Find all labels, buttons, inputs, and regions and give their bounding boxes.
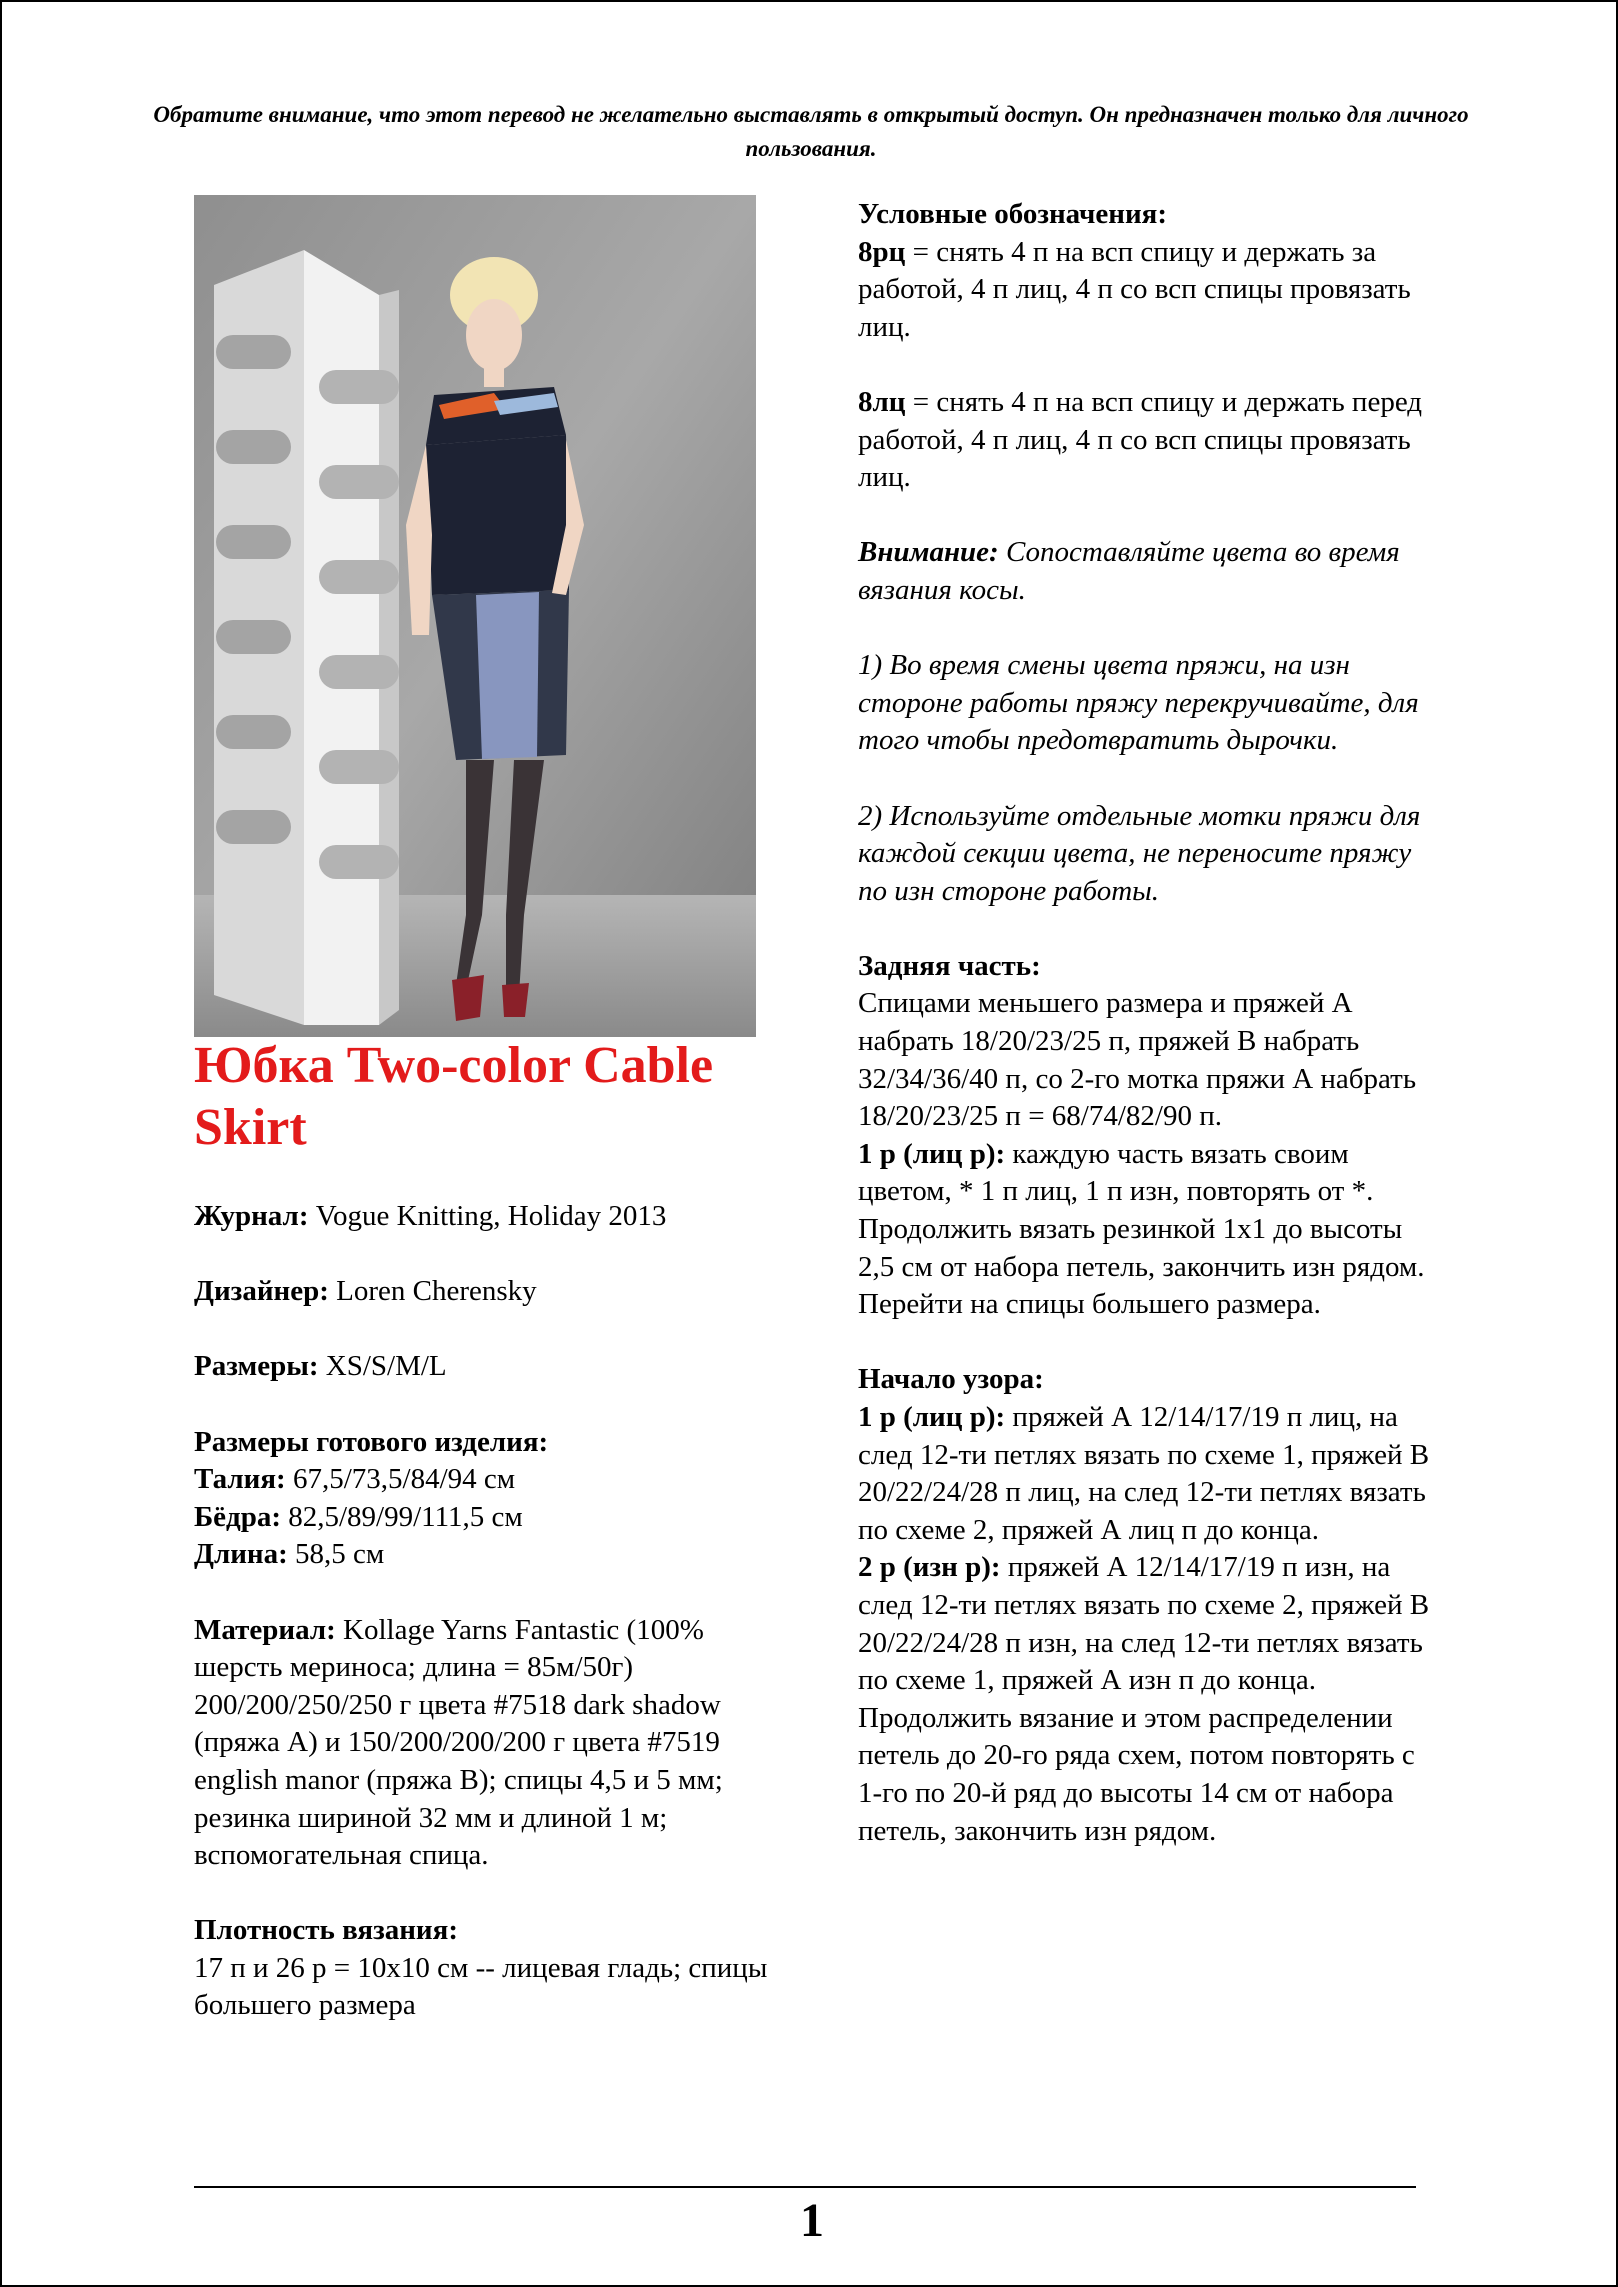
page-number: 1: [800, 2194, 824, 2247]
length-line: [194, 1536, 784, 1574]
material-paragraph: [194, 1612, 784, 1875]
material-label: Материал:: [194, 1613, 336, 1646]
pattern-row-1: [858, 1399, 1438, 1549]
model-photo: [194, 195, 756, 1037]
white-screen-prop: [214, 250, 399, 1025]
abbrev-8rc-text: = снять 4 п на всп спицу и держать за работой, 4 п лиц, 4 п со всп спицы провязать лиц.: [858, 235, 1411, 343]
model-photo-illustration: [194, 195, 756, 1037]
attention-tip-1: 1) Во время смены цвета пряжи, на изн стороне работы пряжу перекручивайте, для того чтобы предотвратить дырочки.: [858, 649, 1419, 757]
pattern-row-1-label: 1 р (лиц р):: [858, 1401, 1006, 1433]
waist-line: [194, 1461, 784, 1499]
notice-text: Обратите внимание, что этот перевод не желательно выставлять в открытый доступ. Он предназначен только для личного пользования.: [153, 102, 1469, 161]
sizes-value: XS/S/M/L: [325, 1350, 447, 1383]
back-heading: Задняя часть:: [858, 949, 1041, 982]
pattern-heading: Начало узора:: [858, 1363, 1044, 1396]
abbrev-8rc: [858, 234, 1438, 347]
pattern-continue: Продолжить вязание и этом распределении петель до 20-го ряда схем, потом повторять с 1-го по 20-й ряд до высоты 14 см от набора петель, закончить изн рядом.: [858, 1701, 1415, 1847]
pattern-row-2-text: пряжей А 12/14/17/19 п изн, на след 12-ти петлях вязать по схеме 2, пряжей В 20/22/24/28 п изн, на след 12-ти петлях вязать по схеме 1, пряжей А изн п до конца.: [858, 1551, 1430, 1697]
finished-heading: Размеры готового изделия:: [194, 1425, 549, 1458]
back-intro: Спицами меньшего размера и пряжей А набрать 18/20/23/25 п, пряжей В набрать 32/34/36/40 п, со 2-го мотка пряжи А набрать 18/20/23/25 п = 68/74/82/90 п.: [858, 987, 1417, 1133]
right-column: [858, 196, 1438, 1850]
hips-value: 82,5/89/99/111,5 см: [288, 1500, 523, 1533]
back-row-1-label: 1 р (лиц р):: [858, 1137, 1006, 1170]
gauge-value: 17 п и 26 р = 10х10 см -- лицевая гладь; спицы большего размера: [194, 1951, 768, 2022]
pattern-row-1-text: пряжей А 12/14/17/19 п лиц, на след 12-ти петлях вязать по схеме 1, пряжей В 20/22/24/28 п лиц, на след 12-ти петлях вязать по схеме 2, пряжей А лиц п до конца.: [858, 1401, 1430, 1546]
attention-label: Внимание:: [858, 536, 999, 569]
left-column: [194, 1198, 784, 2025]
abbrev-8lc: [858, 384, 1438, 497]
pattern-row-2: [858, 1549, 1438, 1699]
pattern-row-2-label: 2 р (изн р):: [858, 1551, 1001, 1584]
abbrev-8lc-text: = снять 4 п на всп спицу и держать перед работой, 4 п лиц, 4 п со всп спицы провязать лиц.: [858, 385, 1423, 494]
footer-divider: [194, 2186, 1416, 2188]
magazine-value: Vogue Knitting, Holiday 2013: [315, 1200, 667, 1232]
attention-text: Сопоставляйте цвета во время вязания косы.: [858, 536, 1400, 606]
magazine-label: Журнал:: [194, 1200, 309, 1232]
waist-value: 67,5/73,5/84/94 см: [292, 1463, 516, 1496]
length-label: Длина:: [194, 1538, 288, 1571]
magazine-line: [194, 1198, 784, 1236]
back-row-1-text: каждую часть вязать своим цветом, * 1 п лиц, 1 п изн, повторять от *.: [858, 1137, 1374, 1208]
hips-label: Бёдра:: [194, 1500, 281, 1533]
hips-line: [194, 1499, 784, 1537]
attention-paragraph: [858, 534, 1438, 609]
length-value: 58,5 см: [295, 1538, 385, 1571]
abbrev-8rc-term: 8рц: [858, 235, 906, 268]
sizes-line: [194, 1348, 784, 1386]
abbrev-8lc-term: 8лц: [858, 385, 906, 418]
abbrev-heading: Условные обозначения:: [858, 198, 1168, 230]
back-row-1: [858, 1136, 1438, 1211]
designer-value: Loren Cherensky: [336, 1275, 537, 1308]
gauge-heading: Плотность вязания:: [194, 1914, 458, 1947]
designer-line: [194, 1273, 784, 1311]
waist-label: Талия:: [194, 1463, 286, 1496]
back-continue: Продолжить вязать резинкой 1х1 до высоты 2,5 см от набора петель, закончить изн рядом. Перейти на спицы большего размера.: [858, 1213, 1425, 1321]
material-value: Kollage Yarns Fantastic (100% шерсть мериноса; длина = 85м/50г) 200/200/250/250 г цвета #7518 dark shadow (пряжа А) и 150/200/200/200 г цвета #7519 english manor (пряжа В); спицы 4,5 и 5 мм; резинка шириной 32 мм и длиной 1 м; вспомогательная спица.: [194, 1613, 723, 1872]
designer-label: Дизайнер:: [194, 1275, 329, 1308]
pattern-title: Юбка Two-color Cable Skirt: [194, 1037, 714, 1156]
attention-tip-2: 2) Используйте отдельные мотки пряжи для каждой секции цвета, не переносите пряжу по изн стороне работы.: [858, 799, 1421, 907]
sizes-label: Размеры:: [194, 1350, 319, 1383]
